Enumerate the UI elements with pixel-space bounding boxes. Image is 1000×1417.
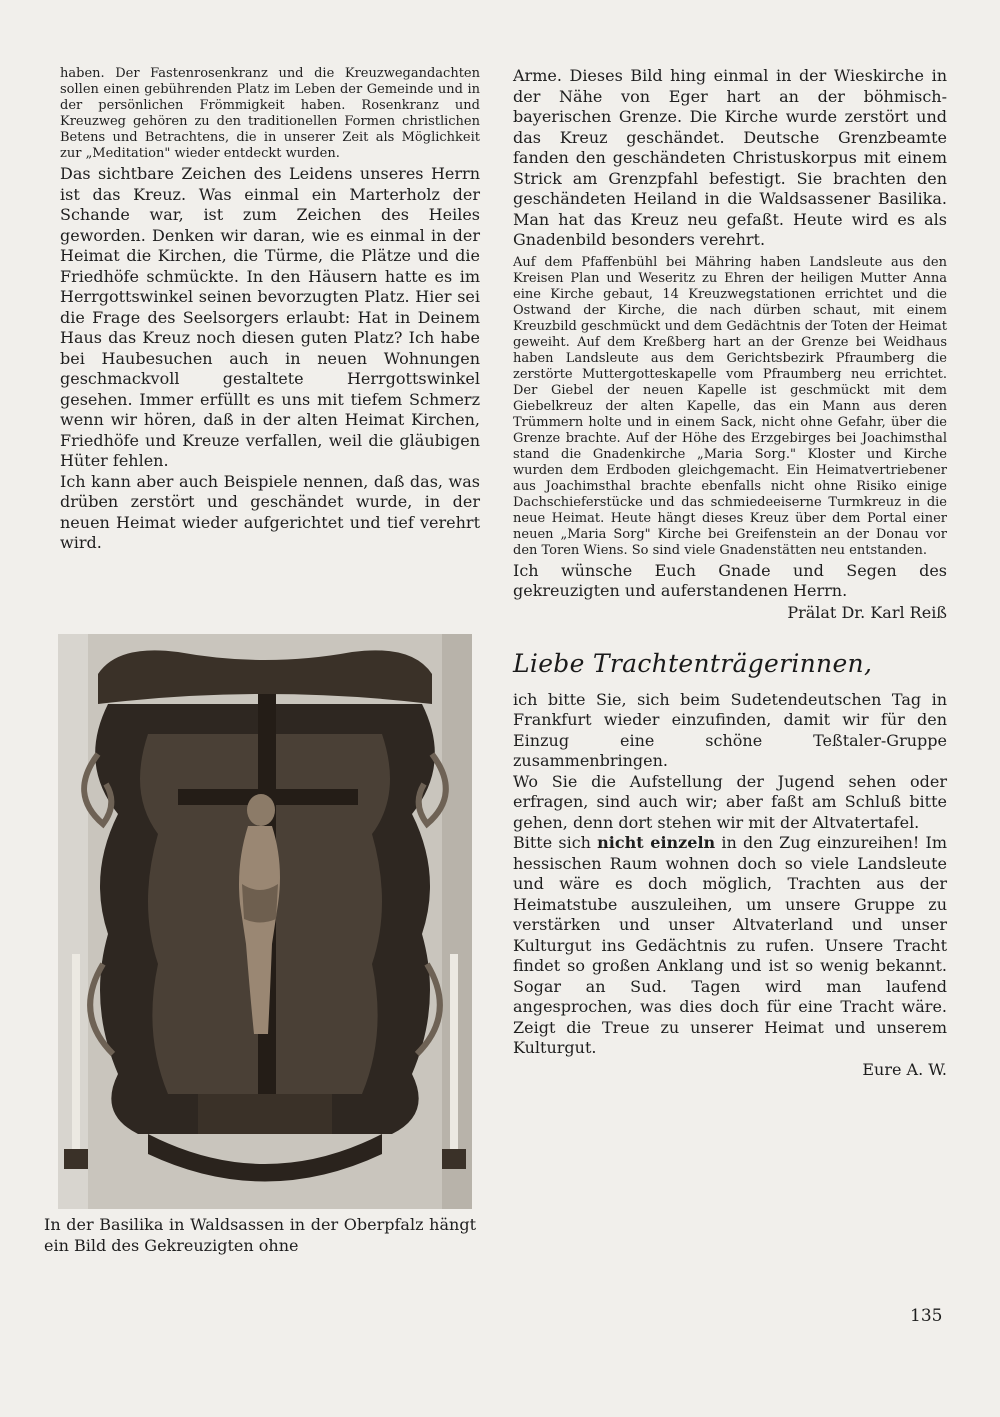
letter-paragraph-1: ich bitte Sie, sich beim Sudetendeutschen Tag in Frankfurt wieder einzufinden, damit wir für den Einzug eine schöne Teßtaler-Gruppe zusammenbringen. — [513, 689, 947, 770]
crucifix-photo — [58, 634, 472, 1209]
intro-paragraph: haben. Der Fastenrosenkranz und die Kreuzwegandachten sollen einen gebührenden Platz im Leben der Gemeinde und in der persönlichen Frömmigkeit haben. Rosenkranz und Kreuzweg gehören zu den traditionellen Formen christlichen Betens und Betrachtens, die in unserer Zeit als Möglichkeit zur „Meditation" wieder entdeckt wurden. — [60, 66, 480, 161]
letter-paragraph-2: Wo Sie die Aufstellung der Jugend sehen oder erfragen, sind auch wir; aber faßt am Schluß bitte gehen, denn dort stehen wir mit der Altvatertafel. — [513, 771, 947, 832]
cross-paragraph: Das sichtbare Zeichen des Leidens unseres Herrn ist das Kreuz. Was einmal ein Marterholz der Schande war, ist zum Zeichen des Heiles geworden. Denken wir daran, wie es einmal in der Heimat die Kirchen, die Türme, die Plätze und die Friedhöfe schmückte. In den Häusern hatte es im Herrgottswinkel seinen bevorzugten Platz. Hier sei die Frage des Seelsorgers erlaubt: Hat in Deinem Haus das Kreuz noch diesen guten Platz? Ich habe bei Haubesuchen auch in neuen Wohnungen geschmackvoll gestaltete Herrgottswinkel gesehen. Immer erfüllt es uns mit tiefem Schmerz wenn wir hören, daß in der alten Heimat Kirchen, Friedhöfe und Kreuze verfallen, weil die gläubigen Hüter fehlen. — [60, 164, 480, 470]
letter-heading: Liebe Trachtenträgerinnen, — [513, 648, 873, 678]
letter-paragraph-3-rest: in den Zug einzureihen! Im hessischen Raum wohnen doch so viele Landsleute und wäre es doch möglich, Trachten aus der Heimatstube auszuleihen, um unsere Gruppe zu verstärken und unser Altvaterland und unser Kulturgut ins Gedächtnis zu rufen. Unsere Tracht findet so großen Anklang und ist so wenig bekannt. Sogar an Sud. Tagen wird man laufend angesprochen, was dies doch für eine Tracht wäre. Zeigt die Treue zu unserer Heimat und unserem Kulturgut. — [513, 833, 948, 1057]
right-column — [513, 66, 947, 1080]
page-number: 135 — [910, 1306, 943, 1326]
continuation-paragraph: Arme. Dieses Bild hing einmal in der Wieskirche in der Nähe von Eger hart an der böhmisch-bayerischen Grenze. Die Kirche wurde zerstört und das Kreuz geschändet. Deutsche Grenzbeamte fanden den geschändeten Christuskorpus mit einem Strick am Grenzpfahl befestigt. Sie brachten den geschändeten Heiland in die Waldsassener Basilika. Man hat das Kreuz neu gefaßt. Heute wird es als Gnadenbild besonders verehrt. — [513, 66, 947, 249]
signature-prelate: Prälat Dr. Karl Reiß — [787, 602, 947, 622]
left-column — [60, 66, 480, 554]
crucifix-illustration — [58, 634, 472, 1209]
blessing-paragraph: Ich wünsche Euch Gnade und Segen des gekreuzigten und auferstandenen Herrn. — [513, 560, 947, 600]
emphasis-text: nicht einzeln — [597, 833, 716, 852]
photo-caption: In der Basilika in Waldsassen in der Oberpfalz hängt ein Bild des Gekreuzigten ohne — [44, 1215, 476, 1255]
signature-aw: Eure A. W. — [862, 1059, 947, 1079]
examples-paragraph: Ich kann aber auch Beispiele nennen, daß das, was drüben zerstört und geschändet wurde, in der neuen Heimat wieder aufgerichtet und tief verehrt wird. — [60, 471, 480, 552]
memorials-paragraph: Auf dem Pfaffenbühl bei Mähring haben Landsleute aus den Kreisen Plan und Weseritz zu Ehren der heiligen Mutter Anna eine Kirche gebaut, 14 Kreuzwegstationen errichtet und die Ostwand der Kirche, die nach dürben schaut, mit einem Kreuzbild geschmückt und dem Gedächtnis der Toten der Heimat geweiht. Auf dem Kreßberg hart an der Grenze bei Weidhaus haben Landsleute aus dem Gerichtsbezirk Pfraumberg die zerstörte Muttergotteskapelle vom Pfraumberg neu errichtet. Der Giebel der neuen Kapelle ist geschmückt mit dem Giebelkreuz der alten Kapelle, das ein Mann aus deren Trümmern holte und in einem Sack, nicht ohne Gefahr, über die Grenze brachte. Auf der Höhe des Erzgebirges bei Joachimsthal stand die Gnadenkirche „Maria Sorg." Kloster und Kirche wurden dem Erdboden gleichgemacht. Ein Heimatvertriebener aus Joachimsthal brachte ebenfalls nicht ohne Risiko einige Dachschieferstücke und das schmiedeeiserne Turmkreuz in die neue Heimat. Heute hängt dieses Kreuz über dem Portal einer neuen „Maria Sorg" Kirche bei Greifenstein an der Donau vor den Toren Wiens. So sind viele Gnadenstätten neu entstanden. — [513, 254, 947, 558]
letter-paragraph-3-start: Bitte sich — [513, 833, 598, 852]
letter-paragraph-3 — [513, 833, 947, 1059]
